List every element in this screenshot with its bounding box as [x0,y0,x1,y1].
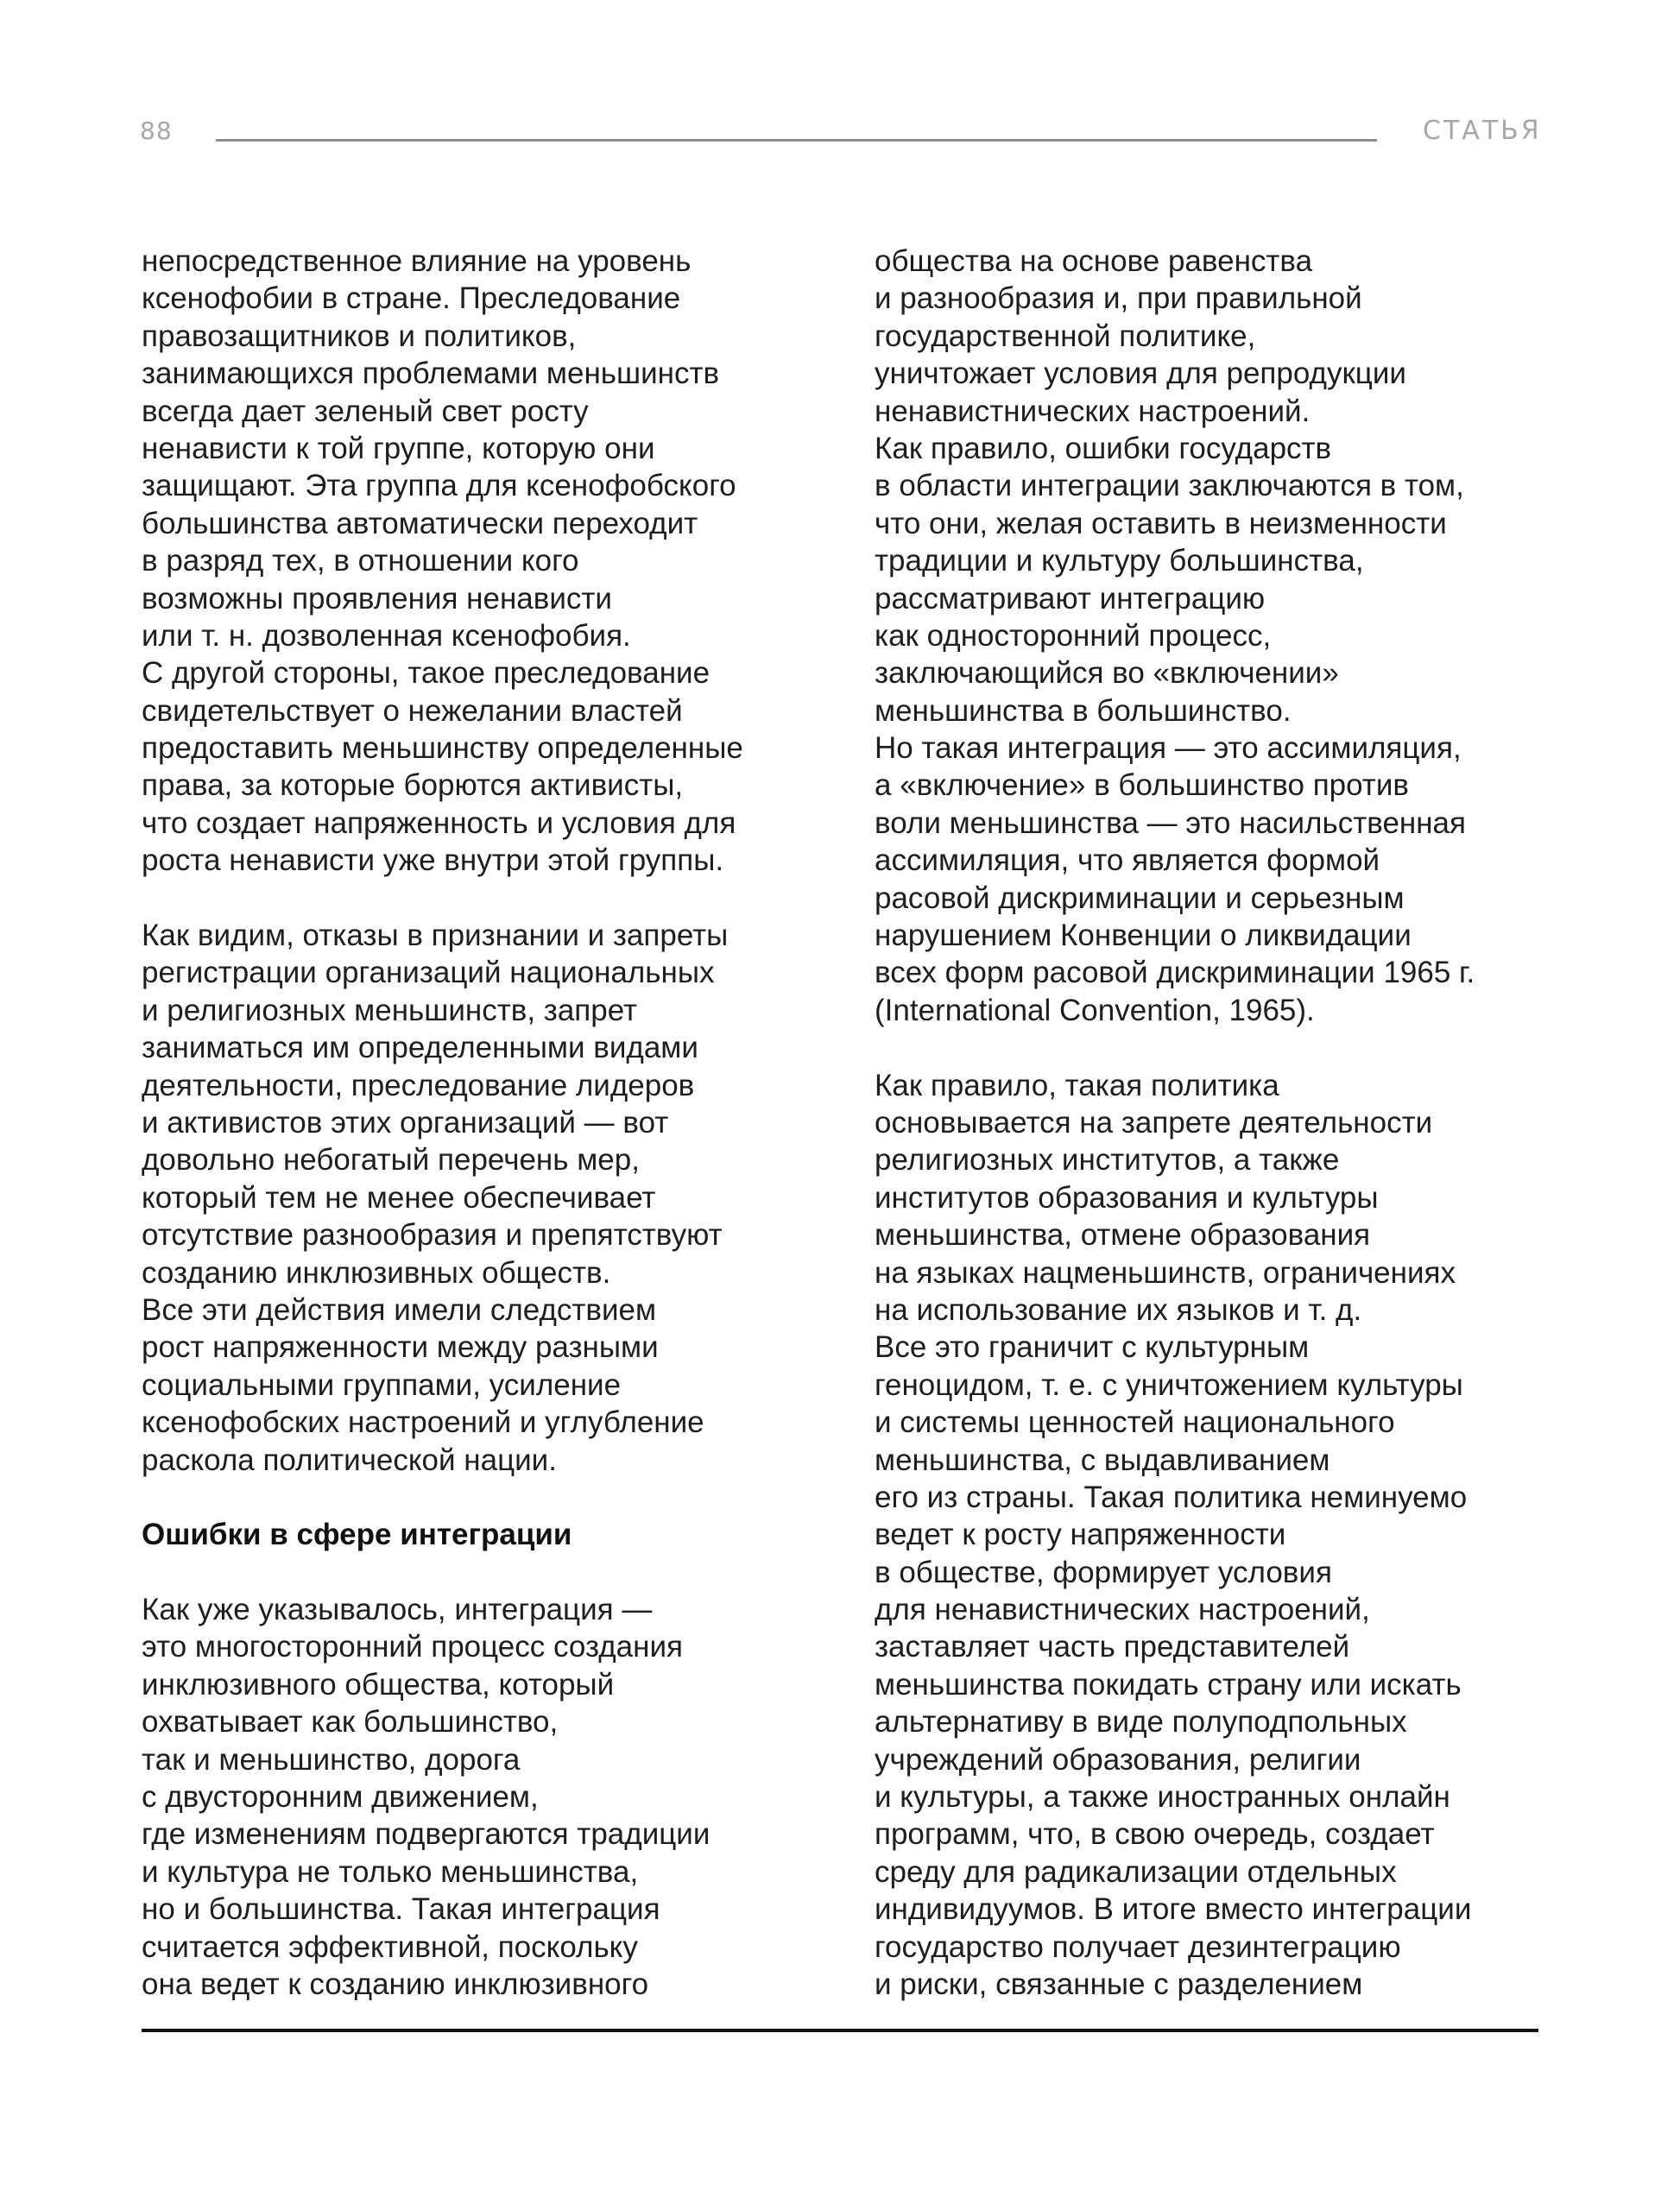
text-line: большинства автоматически переходит [142,506,698,540]
text-line: ксенофобских настроений и углубление [142,1405,704,1440]
text-line: рассматривают интеграцию [875,581,1266,616]
text-line: всех форм расовой дискриминации 1965 г. [875,956,1475,990]
section-label: СТАТЬЯ [1423,116,1542,146]
text-line: и культуры, а также иностранных онлайн [875,1780,1450,1815]
text-line: и разнообразия и, при правильной [875,281,1362,316]
text-line: который тем не менее обеспечивает [142,1180,656,1215]
text-line: Как видим, отказы в признании и запреты [142,919,729,953]
text-line: в области интеграции заключаются в том, [875,469,1464,503]
text-line: возможны проявления ненависти [142,581,612,616]
text-line: заниматься им определенными видами [142,1031,698,1065]
text-line: ведет к росту напряженности [875,1518,1286,1552]
text-line: Как правило, такая политика [875,1068,1279,1102]
text-line: меньшинства покидать страну или искать [875,1667,1462,1702]
text-line: учреждений образования, религии [875,1742,1361,1777]
text-line: защищают. Эта группа для ксенофобского [142,469,736,503]
text-line: что они, желая оставить в неизменности [875,506,1447,540]
text-line: непосредственное влияние на уровень [142,244,692,278]
page-number: 88 [140,117,173,145]
text-line: программ, что, в свою очередь, создает [875,1817,1435,1852]
text-line: всегда дает зеленый свет росту [142,394,589,428]
text-line: деятельности, преследование лидеров [142,1068,695,1102]
text-line: где изменениям подвергаются традиции [142,1817,711,1852]
text-line: и культура не только меньшинства, [142,1854,639,1889]
text-line: традиции и культуру большинства, [875,544,1364,578]
text-line: социальными группами, усиление [142,1367,622,1402]
text-line: Все эти действия имели следствием [142,1292,657,1327]
text-line: она ведет к созданию инклюзивного [142,1967,649,2001]
text-line: а «включение» в большинство против [875,768,1409,803]
text-line: воли меньшинства — это насильственная [875,805,1466,840]
paragraph-gap [142,1554,832,1591]
paragraph-gap [875,1029,1557,1066]
text-line: Все это граничит с культурным [875,1330,1310,1365]
text-line: среду для радикализации отдельных [875,1854,1397,1889]
text-line: С другой стороны, такое преследование [142,656,711,691]
text-line: рост напряженности между разными [142,1330,659,1365]
text-line: в обществе, формирует условия [875,1555,1332,1589]
text-line: ненависти к той группе, которую они [142,431,655,465]
text-line: довольно небогатый перечень мер, [142,1143,640,1178]
text-line: его из страны. Такая политика неминуемо [875,1480,1468,1514]
text-line: основывается на запрете деятельности [875,1105,1433,1140]
text-line: это многосторонний процесс создания [142,1630,683,1664]
text-line: считается эффективной, поскольку [142,1929,638,1964]
footer-rule [142,2029,1538,2032]
text-line: инклюзивного общества, который [142,1667,615,1702]
text-line: отсутствие разнообразия и препятствуют [142,1218,723,1253]
text-line: с двусторонним движением, [142,1780,539,1815]
text-line: Как уже указывалось, интеграция — [142,1593,653,1627]
text-line: созданию инклюзивных обществ. [142,1255,611,1290]
text-line: и религиозных меньшинств, запрет [142,993,638,1027]
text-line: и системы ценностей национального [875,1405,1395,1440]
text-line: уничтожает условия для репродукции [875,357,1406,391]
text-line: ненавистнических настроений. [875,394,1311,428]
text-line: так и меньшинство, дорога [142,1742,521,1777]
text-line: предоставить меньшинству определенные [142,731,743,766]
section-subheading: Ошибки в сфере интеграции [142,1518,572,1552]
text-line: раскола политической нации. [142,1443,557,1477]
text-line: но и большинства. Такая интеграция [142,1892,660,1927]
text-line: меньшинства, отмене образования [875,1218,1371,1253]
right-text-column [875,243,1557,2003]
left-text-column [142,243,832,2003]
text-line: заставляет часть представителей [875,1630,1350,1664]
text-line: в разряд тех, в отношении кого [142,544,579,578]
text-line: охватывает как большинство, [142,1705,559,1740]
text-line: религиозных институтов, а также [875,1143,1340,1178]
text-line: и активистов этих организаций — вот [142,1105,669,1140]
text-line: занимающихся проблемами меньшинств [142,357,720,391]
text-line: правозащитников и политиков, [142,319,577,353]
paragraph-gap [142,1479,832,1516]
text-line: меньшинства в большинство. [875,693,1292,728]
text-line: на языках нацменьшинств, ограничениях [875,1255,1456,1290]
text-line: ассимиляция, что является формой [875,843,1380,878]
text-line: общества на основе равенства [875,244,1313,278]
text-line: как односторонний процесс, [875,618,1272,653]
text-line: ксенофобии в стране. Преследование [142,281,681,316]
text-line: свидетельствует о нежелании властей [142,693,683,728]
text-line: и риски, связанные с разделением [875,1967,1363,2001]
text-line: Как правило, ошибки государств [875,431,1332,465]
text-line: что создает напряженность и условия для [142,805,736,840]
text-line: меньшинства, с выдавливанием [875,1443,1330,1477]
text-line: нарушением Конвенции о ликвидации [875,919,1412,953]
text-line: заключающийся во «включении» [875,656,1339,691]
text-line: геноцидом, т. е. с уничтожением культуры [875,1367,1463,1402]
text-line: роста ненависти уже внутри этой группы. [142,843,724,878]
text-line: индивидуумов. В итоге вместо интеграции [875,1892,1472,1927]
text-line: государственной политике, [875,319,1256,353]
text-line: альтернативу в виде полуподпольных [875,1705,1407,1740]
text-line: или т. н. дозволенная ксенофобия. [142,618,631,653]
text-line: расовой дискриминации и серьезным [875,881,1405,915]
text-line: регистрации организаций национальных [142,956,715,990]
text-line: права, за которые борются активисты, [142,768,684,803]
text-line: государство получает дезинтеграцию [875,1929,1401,1964]
header-rule [216,139,1377,142]
text-line: институтов образования и культуры [875,1180,1379,1215]
text-line: (International Convention, 1965). [875,993,1315,1027]
text-line: Но такая интеграция — это ассимиляция, [875,731,1462,766]
text-line: на использование их языков и т. д. [875,1292,1362,1327]
paragraph-gap [142,880,832,917]
text-line: для ненавистнических настроений, [875,1593,1370,1627]
